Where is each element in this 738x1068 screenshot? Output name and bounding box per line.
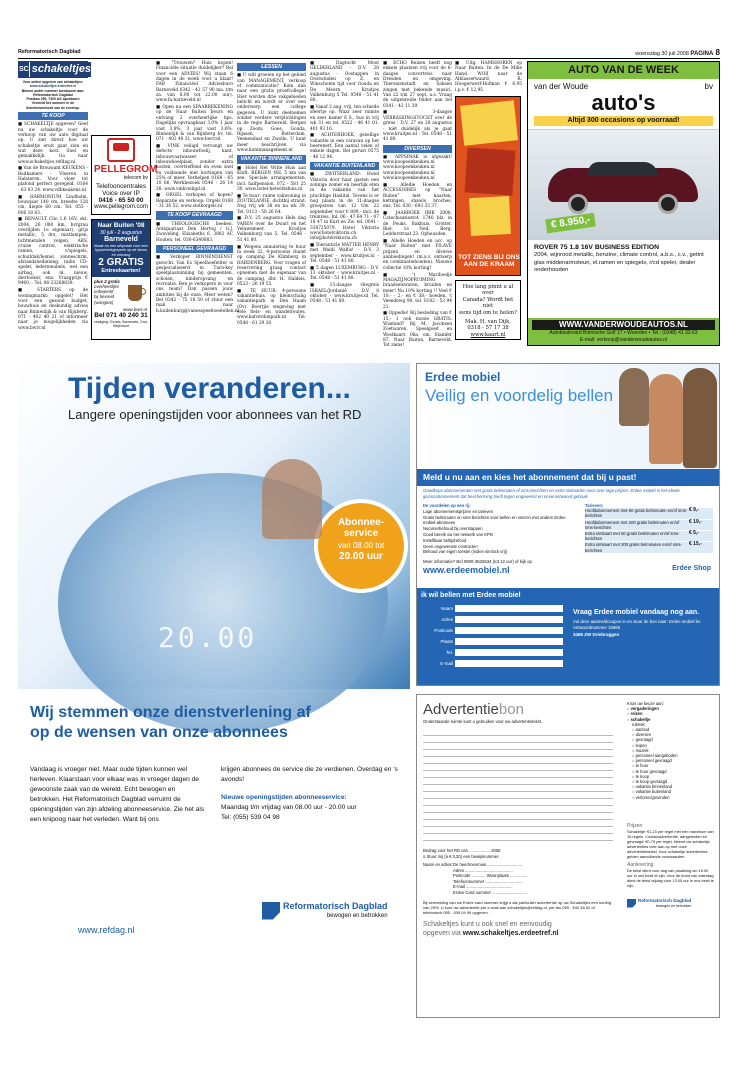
bon-lines[interactable] [423,729,613,844]
page-date [635,48,720,57]
pellegrom-sub: telecom bv [123,175,148,181]
erdee-form [417,588,719,685]
form-row [421,625,563,636]
new-times-title: Nieuwe openingstijden abonneeservice: [221,794,347,801]
section-diversen: DIVERSEN [383,145,452,153]
clock-time: 20.00 [158,621,258,654]
tariff-price: € 5,- [689,530,700,537]
tariff-desc: Extra simkaart met 50 gratis belminuten en/of sms-berichten [585,531,680,542]
tariff-row [585,520,713,530]
badge-line: service [343,528,379,539]
naar-buiten-url[interactable]: www.bwrr.nl [122,306,147,312]
rubriek-label: te koop [635,773,650,779]
slogan: (wongea!) [94,299,114,305]
folder-shape [469,196,511,236]
vraag-address: 3465 ZW Driebruggen [573,632,620,638]
naar-buiten-dates: 30 juli - 2 augustus [100,229,142,236]
rd-logo-sub: bewogen en betrokken [326,913,388,919]
classified-ad: ■ Oppedie! Bij besteding van € 15,- 1 ook mooie GRATIS. Wismind? Bij M. Jacobsen Zoetwaren, Speelgoed en Westkaart. 08a, om. Stamfer 87. Naar Buiten, Barneveld. Tot ziens! [383,311,452,349]
ad-folders[interactable] [455,96,521,276]
tijden-body [30,765,398,825]
bon-title-b: bon [498,701,524,718]
form-row [421,603,563,614]
phone-icon [107,138,135,162]
folder-shape [460,100,518,145]
rd-logo-text: Reformatorisch Dagblad [638,898,692,904]
form-row [421,647,563,658]
column-2 [156,61,240,339]
bon-field[interactable]: Telefoonnummer ................................ [453,878,523,884]
rubriek-option[interactable]: ○ verloren/gevonden [632,794,670,800]
tariffs-title: Tarieven: [585,503,604,508]
tijden-title: Tijden veranderen... [68,372,351,405]
form-label: E-mail [440,661,453,666]
erdee-shop[interactable]: Erdee Shop [672,565,711,573]
info-line: Postbus 290, 7300 AG Apeldoorn [26,97,80,102]
badge-line: 20.00 uur [339,551,383,562]
tariff-price: € 19,- [689,518,702,525]
classified-ad: ■ STARTERS op de woningmarkt: opgelet! Het voor een gezond budget, bouwhuis en deskundig advies naar Binnenlijk & van Rijnberg. 071 - 402 40 21 of informeer naar je mogelijkheden via www.bwrr.nl [18,288,88,331]
classified-ad: ■ Uitg. HAMSHOREN op Naar Buiten. In de De Mille Hand, WOII naar de Alblasserwaard, R. Hoogerwerf-Hofman € 6.95 i.p.v. € 12,95 [455,61,522,93]
classified-ad: ■ 5 dagen LUXEMBURG - D.V. 13 oktober - www.kruitjes.nl - Tel. 0548 - 51 41 80. [310,265,379,282]
bon-rd-logo [627,898,715,908]
new-times: Maandag t/m vrijdag van 08.00 uur - 20.00 uur [221,804,357,811]
form-label: Adres [441,617,453,622]
tariff-row [585,508,713,518]
classified-ad: ■ JAARBOEK IBIK 2008, Catechisatiestof. 1740 blz. in de Peuks. Bakhuis, Grotter. Biet. 1e Ned. Berg. Ledderstraat 23. Opheusden. [383,210,452,238]
form-input[interactable] [455,649,563,656]
rubriek-option[interactable]: ○ te koop gevraagd [632,779,668,785]
auto-brand [528,79,719,130]
bon-rubrieken [627,701,715,908]
person-photo [649,374,683,464]
kaart-phone: 0318 - 57 17 38 [467,325,509,332]
kaart-contact: Mak. H. van Dijk, [465,319,511,326]
classified-ad: ■ Hotel Het Witte Huis aan Kluft, BERGEN NH. 5 km van zee. Speciale arrangementen, incl. halfpension, 072 - 581 25 30. www.hotel-hetwittehuis.nl [237,165,306,192]
more-info-text: Meer informatie? Bel 0800-3532634 (tot 12 uur) of kijk op [423,559,532,565]
prijzen-text: Schakeltje: €1,23 per regel met een maximum van 15 regels. Contactadvertentie, aangeboden en gevraagd: €0,79 per regel. Neemt uw schakeltje advertenties over aan op met onze advertentiebeleid. Voor schakeltje advertenties gelden aanvullende voorwaarden. [627,829,714,860]
rubriek-label: vergaderingen [630,706,659,712]
date-text: woensdag 30 juli 2008 [635,51,689,57]
form-label: Tel. [445,650,453,655]
rubriek-option[interactable]: ○ vakantie buitenland [632,789,671,795]
erdee-tagline: Veilig en voordelig bellen [425,386,614,405]
ad-kaart[interactable] [455,280,521,340]
rubriek-option[interactable]: ○ vergaderingen [627,706,659,712]
classified-ad: ■ VINK veiligd vervangt uw defecte inbouwfoelij, kant, inbouwvaatwasser of inbouwkoelplaat, zonder extra kosten, overtreffend en even snel en voldoende met kortingen van 25% of meer. Verhelpen 0168 - 65 10 66, Werkbezoek 0546 - 26 14 38. www.vinkveiligd.nl [156,143,233,192]
rubriek-option[interactable]: ○ kopen [632,742,647,748]
erdee-banner [417,364,719,469]
rubriek-label: te huur [635,763,649,769]
auto-tagline: Altijd 300 occasions op voorraad! [534,116,713,126]
column-4 [310,61,379,339]
kaart-text: Canada? Wordt het niet [462,296,514,310]
classified-ad: ■ ACHTERHOEK, gezellige vakantie in een caravan op het boerenerf. Een aantal velen of enkele dagen. Bel gerust 0575 - 46 12 94. [310,133,379,160]
rubriek-option[interactable]: ○ diversen [632,732,652,738]
person-photo [619,368,649,426]
ad-erdee-mobiel[interactable] [416,363,720,686]
benefit-item: Behoud van eigen toestel (indien simlock vrij) [423,549,508,555]
bon-field[interactable]: De heer/mevrouw .............................. [453,862,523,867]
service-badge [318,503,404,589]
form-row [421,658,563,669]
classified-ad: ■ Alledie Hoeden en ACCESSOIRES op "Naar Buiten" met kaarten, kettingen, shawls, broches, enz. Tel. 030 - 693 33 37. [383,182,452,210]
woman-phone-photo [262,459,322,539]
bon-field[interactable]: Postcode ............ Woonplaats ............... [453,873,528,879]
ad-pellegrom[interactable] [91,135,158,215]
bon-slogan2-a: opgeven via [423,929,461,937]
rubriek-label: vakantie binnenland [635,784,673,790]
auto-price: € 8.950,- [545,213,596,234]
bon-title-a: Advertentie [423,701,499,718]
rubriek-option[interactable]: ○ schakeltje [627,716,651,722]
bon-slogan: Schakeltjes kunt u ook snel en eenvoudig [423,920,552,928]
erdee-brand: Erdee mobiel [425,370,501,384]
bon-stuur[interactable]: o Stuur mij (à € 3,20) een bewijsnummer. [423,854,500,859]
classified-ad: ■ Toeranticle MATTER HENRY met Waldi Wallis! - D.V. 3 september - www.kruitjes.nl - Tel. 0548 - 51 41 80. [310,243,379,265]
column-3 [237,61,306,339]
schakeltjes-logo [18,61,92,78]
bon-intro: Onderstaande ruimte kunt u gebruiken voor uw advertentietekst. [423,719,543,724]
ad-advertentiebon[interactable] [416,694,720,1018]
ad-tijden-veranderen[interactable] [18,363,410,689]
refdag-url[interactable]: www.refdag.nl [78,925,135,935]
kaart-text: eens tijd om te helen? [459,309,517,316]
bon-field[interactable]: E-mail ........................................ [453,884,513,890]
rd-logo [262,901,388,920]
form-input[interactable] [455,627,563,634]
prijzen-title: Prijzen [627,822,643,829]
classified-ad: ■ "Trouwen? Huis kopen! Financiële situatie duidelijker? Bel voor een ADVIES! Wij staan 6 dagen in de week voor u klaar! FAB Financiëel Adviesburo Barneveld 0342 - 42 57 90 ma. t/m za. van 8.00 tot 22.00 uur). www.fa-barneveld.nl [156,61,233,104]
naar-buiten-phone: Bel 071 40 240 31 [94,311,148,319]
form-label: Naam [440,606,453,611]
slogan: onbeperkt [94,289,114,295]
rubriek-label: verloren/gevonden [635,794,670,800]
vraag-text: Vul deze aanmeldcoupon in en stuur de bon naar: Erdee mobiel bv. Antwoordnummer 10669 [573,619,702,630]
form-row [421,614,563,625]
rubriek-option[interactable]: ○ muziek [632,747,649,753]
bon-bedrag: Bedrag voor het RD van .................. 2008 [423,848,501,853]
erdee-url[interactable]: www.erdeemobiel.nl [423,564,510,575]
benefit-item: Instellbaar beltijdrefond [423,537,467,543]
person-photo [683,368,717,468]
naar-buiten-place: Barneveld [104,235,138,243]
pellegrom-line: Telefooncentrales [95,183,147,190]
classified-ad: ■ 15-daagse vliegreis ISRAEL/Jordanië - D.V. 8 oktober - www.kruitjes.nl Tel. 0548 - 51 41 80. [310,283,379,305]
erdee-headline: Meld u nu aan en kies het abonnement dat bij u past! [423,472,637,482]
naar-buiten-banner [92,220,150,277]
classified-ad: ■ ECHO Reizen heeft nog enkele plaatsen vrij voor de 6-daagse concertreis naar Dresden en omgeving. Theresienstadt en Saksen zingen met bekende musici. Van 22 t/m 27 sept. a.s. Vraag de uitgebreide folder aan bel 0341 - 42 11 39. [383,61,452,109]
classified-ad: ■ Verkoper BINNENDIENST gezocht. Van Es Speelhoefeliter is gespecialiseerd in Turn-key speelplaatsinning bij gemeenten, scholen, kinderopvang en recreatie. Ben je verkopers in voor ons team? Dan passen jouw ambities bij de onze. Meer weten? Bel 0342 - 75 18 50 of stuur een mail naar h.kuilenburg@vanesspeeltoestellen.nl [156,255,240,314]
rubriek-label: kopen [635,742,647,748]
rubriek-label: schakeltje [630,716,651,722]
auto-url[interactable]: WWW.VANDERWOUDEAUTOS.NL [532,320,715,330]
classified-ad: ■ RENAULT Clio 1.6 16V, okt. 2004, 26 000 km, bvrgrau overlijden 1e eigenaar), grijs metallic, 5 drs, mistlampen, lichtmetalen velgen, ABS, cruise control, elektrische ramen, v/spiegels, schuifdak/hemel, zonneschrm, afstandsbediening, radio CD-speler, ledermeubels, wel een airbag, ook nl. nieuw, dierlooker, enz. Vraagprijs € 9400,-. Tel. 06-23268639. [18,217,88,287]
classified-ad: ■ Allelle Hoeden en acc. op "Naar Buiten" met FILAVE prijzen en diverse aanbiedingen! (m.u.v. ontwerp en combinatiehoeden). Nieuwe collectie 10% korting! [383,239,452,271]
bon-title [423,701,613,719]
section-vakantie-binnenland: VAKANTIE BINNENLAND [237,155,306,163]
erdee-body [417,501,719,557]
kaart-url[interactable]: www.kaart.nl [470,331,506,338]
rubriek-option[interactable]: ○ te huur [632,763,649,769]
info-line: Vermeld het nummer in de linkerbovenhoek van de envelop. [26,101,80,110]
erdee-more-info [417,557,719,583]
classified-ad: ■ Van de Brouwant KEUKENS - Badkamers - Vloeren in Halsteren. Voor vloer tot plafond perfect geregeld. 0164 - 63 03 24. www.vdbkeukens.nl [18,166,88,193]
rubriek-option[interactable]: ○ gevraagd [632,737,653,743]
bon-footer-text: Bij vermelding van uw Erdee card nummer krijgt u als particulier advertentie op uw Schakeltjes een korting van 25%. U kunt uw advertentie per e-mail aan schakeltjes@refdag.nl, per fax 055 - 542 48 02 of telefonisch 055 - 539 04 99 opgeven. [423,899,612,916]
publication-name: Reformatorisch Dagblad [18,49,81,55]
classified-ad: ■ ORGEL verkopen of kopen? Reparatie en verkoop: Orgels 0168 - 31 36 52. www.stolkorgels.nl [156,193,233,210]
naar-buiten-footer: vestiging: Gouda, Barneveld, Oud-Beijerland [94,319,148,329]
naar-buiten-body [92,277,150,307]
rubriek-option[interactable]: ○ personeel aangeboden [632,753,678,759]
section-te-koop: TE KOOP [18,112,88,120]
section-personeel-gevraagd: PERSONEEL GEVRAAGD [156,245,233,253]
classified-ad: ■ Vanaf 3 aug. vrij, ten schiede sfeertje op. Waar zeer ruimte en zeer kamer 6 S., bus in vrij wk 31 en tel. 0522 - 46 41 01. 401 93 16. [310,105,379,132]
form-title: ik wil bellen met Erdee mobiel [421,592,521,599]
classified-ad: ■ 't Mariboelje MAGAZIJNOPRUIMING braadselswaren, kruiden en meer! Nu 10% korting !! Veel € 10,- - 2,- en € 38,- hoeden. 't Veendewg 90, tel. 0182 - 53 94 21. [383,272,452,310]
aanlevering-title: Aanlevering [627,862,654,869]
classified-ad: ■ D.V. 25 augustus Hele dag VAREN over de Dwarl en het Veluwemeer. Kruitjes Valkenburg van 5. Tel. 0546 - 51 41 80. [237,216,306,243]
tariff-desc: Extra simkaart met 200 gratis belminuten en/of sms-berichten [585,542,682,553]
rubriek-option[interactable]: ○ aanbod [632,727,650,733]
form-input[interactable] [455,638,563,645]
auto-desc: 2004, wijnrood metallic, benzine, climate control, a.b.s., c.v., getint glas middenarmsteun, el.ramen en spiegels, r/cd speler, dealer onderhouden [534,252,704,274]
classified-ad: ■ SCHAKELTJE opgeven? Geef nu uw schakeltje voor de verkoop van uw auto digitaal op. U ziet direct hoe uw schakeltje eruit gaat zien en wat deze kost. Snel en gemakkelijk. Ga naar www.schakeltjes.refdag.nl [18,122,88,165]
tijden-subtitle: Langere openingstijden voor abonnees van het RD [68,407,362,422]
classified-ad: ■ Dagtocht Moot GELDERLAND - D.V. 28 augustus - Oostappen in Oostwinden op Z. en Winschoten tijd voor Gouda en De Meern - Kruitjes Valkenburg 5 Tel. 0548 - 51 41 80. [310,61,379,104]
page-number: 8 [715,48,720,57]
section-vakantie-buitenland: VAKANTIE BUITENLAND [310,162,379,170]
classified-ad: ■ 3-daagse VERRASSINGSTOCHT over de grens - D.V. 27 en 28 augustus - niet duidelijk als je gaat www.kruitjes.nl - Tel. 0548 - 51 41 80. [383,110,452,143]
auto-brand-name: auto's [591,90,656,115]
rubriek-label: diversen [635,732,652,738]
benefit-item: Nummerbehoud bij overstappen [423,526,483,532]
form-label: Postcode [434,628,453,633]
benefit-item: Lage abonnementsprijzen en tarieven [423,508,494,514]
auto-email[interactable]: E-mail: verkoop@vanderwoudeautos.nl [579,337,668,343]
wheel-icon [568,194,588,214]
schakeltjes-info [18,80,88,110]
tariff-price: € 9,- [689,507,700,514]
rubriek-title: Kruis uw keuze aan: [627,701,664,706]
folder-shape [464,147,515,195]
bon-field[interactable]: Erdee Card nummer .............................. [453,889,528,895]
naar-buiten-gratis: 2 GRATIS [98,257,144,268]
page-header [18,47,720,59]
badge-line: Abonnee- [337,517,385,528]
column-schakeltjes [18,61,92,396]
pellegrom-phone: 0416 - 65 50 00 [98,197,144,204]
rubriek-label: te huur gevraagd [635,768,667,774]
rubriek-label: vakantie buitenland [635,789,671,795]
info-url[interactable]: www.schakeltjes.erdeetref.nl [29,84,77,89]
ad-auto-van-de-week[interactable] [527,61,720,346]
rubriek-option[interactable]: ○ vakantie binnenland [632,784,673,790]
slogan: overheerlijke [94,283,119,289]
classified-ad: ■ APPSPAAK is afgezakt! www.koopeenkeuken.nl www.koopeenkeuken.nl www.koopeenkeuken.nl www.koopeenkeuken.nl [383,154,452,182]
rd-logo-sub: bewogen en betrokken [655,903,692,908]
kaart-text: Hoe lang pinnt u al over [462,284,514,297]
bon-slogan2-url[interactable]: www.schakeltjes.erdeetref.nl [462,929,559,937]
rubriek-label: rubriek: [632,721,646,727]
naar-buiten-entree: Entreekaarten! [101,268,141,274]
ad-naar-buiten[interactable] [91,219,151,340]
wheel-icon [658,194,678,214]
rubriek-label: muziek [635,747,649,753]
rubriek-option[interactable]: ○ te huur gevraagd [632,768,667,774]
auto-brand-line: van der Woude [534,82,589,91]
rubriek-label: aanbod [635,727,650,733]
rubriek-option[interactable]: ○ personeel gevraagd [632,758,672,764]
benefit-item: Gratis belminuten en sms-berichten voor bellen en sms'en met andere Erdee mobiel-abonnees [423,514,566,526]
tijden-body-right: krijgen abonnees de service die ze verdienen. Overdag en 's avonds! [221,766,398,783]
classified-ad: ■ THEOLOGISCHE boeken. Antiquariaat Den Hertog / G.J. Zwaveling, Elisabeths 6, 3882 AC Houten, tel. 030-6340883. [156,221,233,243]
form-input[interactable] [455,605,563,612]
folders-text: TOT ZIENS BIJ ONS AAN DE KRAAM [458,253,520,269]
column-5 [383,61,452,349]
tariff-row [585,531,713,541]
rd-logo-icon [262,902,280,920]
vraag-title: Vraag Erdee mobiel vandaag nog aan. [573,609,700,616]
pellegrom-line: Voice over IP [102,190,140,197]
bon-address [423,862,613,896]
tariff-price: € 15,- [689,541,702,548]
rubriek-label: personeel aangeboden [635,753,678,759]
classified-ad: ■ TE HUUR: 4-persoons vakantiehuis, op kleinschalig vakantiepark in Den Haam (Ov). Boertjie omgeving met vele fiets- en wandelroutes. www.kalverdonpark.nl Tel. 0548 - 61 29 30 [237,288,306,326]
tijden-headline: Wij stemmen onze dienstverlening af [30,704,311,721]
tijden-phone: Tel: (055) 539 04 98 [221,814,280,821]
info-line: Voor online opgeven van schakeltjes: [22,80,84,84]
bon-naam-label: Naam en adres: [423,862,453,867]
rd-logo-text: Reformatorisch Dagblad [283,901,388,911]
rubriek-option[interactable]: ○ te koop [632,773,650,779]
classified-ad: ■ Open nu een SPAARREKENING op de Naar Buiten beurs en ontvang 2 overheerlijke tips. Dagelijks opvraagbaar 3,0% 1 jaar vast 3,8%, 3 jaar vast 3,6%. Binnenlijk & van Rijnberg bv, tel. 071 - 402 40 31, www.bwrr.nl [156,105,233,143]
naar-buiten-title: Naar Buiten '08 [97,222,145,229]
auto-address: Autoboulevard Botnische Golf 17 • Woerden • Tel.: (0348) 41 33 63 [549,330,698,336]
tijden-body-left: Vandaag is vroeger niet. Maar oude tijden kunnen wel herleven. Klaarstaan voor elkaar was in vroeger dagen de gewoonste zaak van de wereld. Echt bewogen en betrokken. Het Reformatorisch Dagblad verruimt de openingstijden van zijn afdeling abonneeservice. Zie het als een knipoog naar het verleden. Want bij ons [30,766,205,823]
classified-ad: ■ HARMONIUM Lindholm, bouwjaar 140 cm, breedte 128 cm, diepte 60 cm. Tel. 055 - 606 18 83. [18,194,88,216]
info-line: Binnen onder nummer toestuuren aan: [21,88,85,93]
logo-icon: SC [19,62,29,77]
section-te-koop-gevraagd: TE KOOP GEVRAAGD [156,211,233,219]
tijden-bottom [18,693,410,1018]
classified-ad: ■ Te huur: ruime vakwoning in ZOUTKLANDE, dichtbij strand. Nog vrij wk 38 en na wk 39. Tel. 0113 - 58 26 64. [237,193,306,215]
benefit-item: Geen ongewenste contracten [423,543,478,549]
auto-bv: bv [704,82,713,91]
column-6 [455,61,522,93]
classified-ad: ■ U wilt groeien op het gebied van MANAGEMENT, verkoop of communicatie? Kom dan naar een gratis proefcollege! Hier worden drie vakgebieden belicht en wordt er over een onderwerp een college gegeven. U kunt deelnemen zonder verdere verplichtingen in de regio Barneveld, Bergen op Zoom, Goes, Gouda, Rijssen, Rotterdam, Veenendaal en Zwolle. U kunt meer beschrijven via www.kuntmanagement.nl [237,73,306,154]
form-input[interactable] [455,616,563,623]
slogan: bij bevreid [94,294,115,300]
tariff-desc: Hoofdabonnement met 50 gratis belminuten en/of sms-berichten [585,508,688,519]
auto-details [528,240,719,278]
rd-logo-icon [627,899,636,908]
classified-ad: ■ Wegens annulering te huur in week 32, 4-persoons chalet op camping De Klimberg in HARDENBERG. Voor vragen of reservering graag contact opnemen met de eigenaar van de camping, dhr. H. Haldeis, 0523 - 26 19 55. [237,244,306,287]
tijden-headline: op de wensen van onze abonnees [30,724,288,741]
bon-slogan2 [423,929,613,938]
logo-text: schakeltjes [31,63,92,75]
form-input[interactable] [455,660,563,667]
auto-footer [528,318,719,345]
rubriek-label: te koop gevraagd [635,779,668,785]
badge-line: van 08.00 tot [337,541,385,550]
rubriek-label: reizen [630,711,643,717]
tariff-desc: Hoofdabonnement met 200 gratis belminuten en/of sms-berichten [585,519,680,530]
auto-model: ROVER 75 1.8 16V BUSINESS EDITION [534,244,660,251]
benefit-item: Goed bereik via het netwerk van KPN [423,531,493,537]
slogan: plus 2 gratis [94,278,120,284]
tariff-row [585,542,713,552]
pellegrom-url[interactable]: www.pellegrom.com [94,204,148,210]
form-label: Plaats [440,639,453,644]
section-lessen: LESSEN [237,63,306,71]
car-window [588,162,658,176]
page-word: PAGINA [690,51,714,57]
erdee-intro: Goedkope abonnementen met gratis belminuten of sms-berichten en extra sinkaarten voor over lage prijzen. Erdee mobiel is het ideale gezinsabonnement dat bescherming biedt tegen ongewenst en onverantwoord gebruik. [423,488,680,499]
aanlevering-text: De tekst dient voor dag van plaatsing om 15.00 uur in ons bezit te zijn. Voor de krant van zaterdag dient de tekst vrijdag voor 13.00 uur in ons bezit te zijn. [627,868,714,889]
bon-field[interactable]: Adres ......................................... [453,867,513,873]
rubriek-label: gevraagd [635,737,653,743]
pellegrom-brand: PELLEGROM [94,164,158,175]
naar-buiten-desc: Maak nu een afspraak voor een hypotheekgesprek op de beurs en ontvang [94,243,148,257]
erdee-headline-bar [417,469,719,486]
rubriek-label: personeel gevraagd [635,758,672,764]
car-photo [528,130,719,240]
coffee-cup-icon [126,279,148,305]
auto-heading: AUTO VAN DE WEEK [528,62,719,79]
info-line: Reformatorisch Dagblad [33,92,73,97]
classified-ad: ■ ZWITSERLAND: Hotel Viktoria door haar gasten een zonnige zomer en heerlijk eten in de vakantie van het prachtige Haslital. Tevens is er nog plaats in de 11-daagse groepsreis van 12 t/m 22 september voor € 899,- incl. de treinreis. Inl. 06 - 47 64 71 - 07 18 47 in Kurt en Zw. tel. 0041 - 338725079. Hotel Viktoria www.hotelviktoria.ch info@hotelviktoria.ch [310,172,379,242]
benefits-title: De voordelen op een rij: [423,503,471,508]
form-row [421,636,563,647]
rubriek-option[interactable]: ○ reizen [627,711,643,717]
